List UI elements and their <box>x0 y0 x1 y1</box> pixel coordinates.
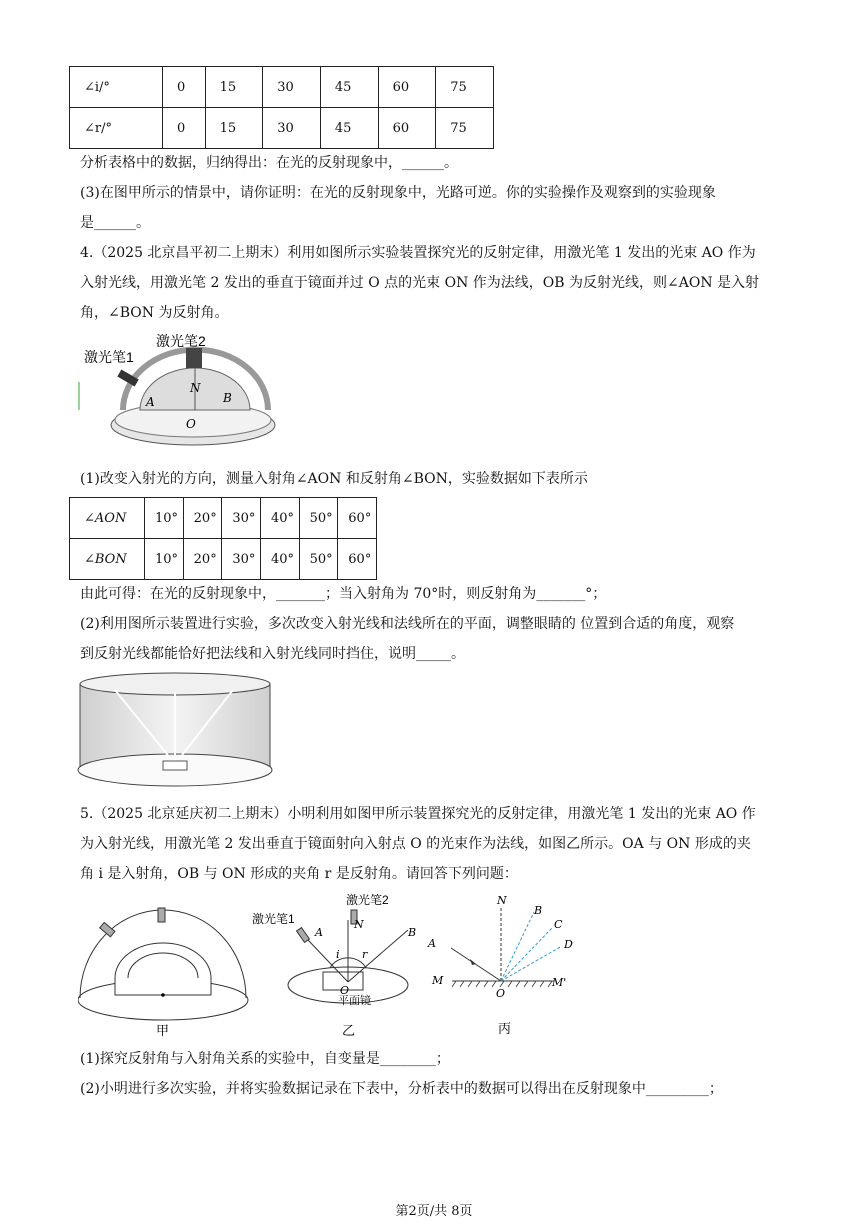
laser1-label: 激光笔1 <box>84 349 134 365</box>
table-cell: 45 <box>320 108 378 149</box>
text-line: 入射光线，用激光笔 2 发出的垂直于镜面并过 O 点的光束 ON 作为法线，OB 为反射光线，则∠AON 是入射 <box>80 275 760 291</box>
point-A-label: A <box>315 926 323 939</box>
point-M-label: M <box>432 974 444 987</box>
mirror-label: 平面镜 <box>338 995 371 1007</box>
diagram-jia <box>78 908 248 1039</box>
point-O-label: O <box>340 984 350 997</box>
text-line: 分析表格中的数据，归纳得出：在光的反射现象中，______。 <box>80 155 458 171</box>
caption-yi: 乙 <box>342 1024 356 1039</box>
point-A-label: A <box>146 395 155 409</box>
table-row <box>70 498 377 539</box>
laser-apparatus-figure <box>78 330 288 450</box>
point-B-label: B <box>408 926 417 939</box>
point-B-label: B <box>534 904 543 917</box>
table-angles-ir <box>69 66 494 149</box>
question-5-title: 5.（2025 北京延庆初二上期末）小明利用如图甲所示装置探究光的反射定律，用激光笔 1 发出的光束 AO 作 <box>80 806 756 822</box>
caption-bing: 丙 <box>498 1022 512 1037</box>
text-line: 角 i 是入射角，OB 与 ON 形成的夹角 r 是反射角。请回答下列问题： <box>80 866 518 882</box>
table-angles-aon-bon <box>69 497 377 580</box>
table-cell: 50° <box>299 498 338 539</box>
text-line: (2)利用图所示装置进行实验，多次改变入射光线和法线所在的平面，调整眼睛的 位置到合适的角度，观察 <box>80 616 735 632</box>
text-line: (1)探究反射角与入射角关系的实验中，自变量是________； <box>80 1051 450 1067</box>
page-footer: 第2页/共 8页 <box>395 1204 473 1219</box>
table-cell: 0 <box>163 108 206 149</box>
diagram-bing <box>427 894 573 1037</box>
text-line: 是______。 <box>80 215 150 231</box>
point-N-label: N <box>354 918 364 931</box>
table-cell: 40° <box>260 498 299 539</box>
table-row <box>70 539 377 580</box>
point-O-label: O <box>186 417 196 431</box>
table-cell: 30 <box>263 67 321 108</box>
table-cell: 60 <box>378 67 436 108</box>
table-cell: 60° <box>338 498 377 539</box>
text-line: 到反射光线都能恰好把法线和入射光线同时挡住，说明_____。 <box>80 646 465 662</box>
table-cell: 30 <box>263 108 321 149</box>
table-cell: 10° <box>145 539 184 580</box>
table-cell: ∠BON <box>70 539 145 580</box>
point-B-label: B <box>223 391 232 405</box>
table-cell: 60 <box>378 108 436 149</box>
cylinder-figure <box>75 670 275 792</box>
table-cell: 75 <box>436 108 494 149</box>
table-cell: 30° <box>222 539 261 580</box>
text-line: 由此可得：在光的反射现象中，_______；当入射角为 70°时，则反射角为_______°； <box>80 586 607 602</box>
text-line: (1)改变入射光的方向，测量入射角∠AON 和反射角∠BON，实验数据如下表所示 <box>80 471 588 487</box>
table-row <box>70 108 494 149</box>
table-cell: ∠AON <box>70 498 145 539</box>
table-cell: 50° <box>299 539 338 580</box>
caption-jia: 甲 <box>156 1024 170 1039</box>
table-cell: 60° <box>338 539 377 580</box>
table-cell: 0 <box>163 67 206 108</box>
laser2-label: 激光笔2 <box>156 333 206 349</box>
point-O-label: O <box>496 987 506 1000</box>
table-cell: ∠i/° <box>70 67 163 108</box>
table-cell: 40° <box>260 539 299 580</box>
angle-i-label: i <box>336 948 340 961</box>
table-cell: 10° <box>145 498 184 539</box>
table-cell: 20° <box>183 539 222 580</box>
text-line: 角，∠BON 为反射角。 <box>80 305 229 321</box>
reflection-diagrams <box>78 890 598 1040</box>
question-4-title: 4.（2025 北京昌平初二上期末）利用如图所示实验装置探究光的反射定律，用激光笔 1 发出的光束 AO 作为 <box>80 245 756 261</box>
text-line: (3)在图甲所示的情景中，请你证明：在光的反射现象中，光路可逆。你的实验操作及观察到的实验现象 <box>80 185 716 201</box>
table-cell: 30° <box>222 498 261 539</box>
table-cell: 75 <box>436 67 494 108</box>
point-C-label: C <box>554 918 563 931</box>
diagram-yi <box>252 892 416 1039</box>
text-line: 为入射光线，用激光笔 2 发出垂直于镜面射向入射点 O 的光束作为法线，如图乙所示。OA 与 ON 形成的夹 <box>80 836 751 852</box>
point-M-prime-label: M' <box>552 976 567 989</box>
point-N-label: N <box>497 894 507 907</box>
table-cell: 15 <box>205 67 263 108</box>
point-N-label: N <box>190 381 201 395</box>
table-cell: 15 <box>205 108 263 149</box>
table-row <box>70 67 494 108</box>
table-cell: ∠r/° <box>70 108 163 149</box>
laser2-label-yi: 激光笔2 <box>346 893 389 907</box>
text-line: (2)小明进行多次实验，并将实验数据记录在下表中，分析表中的数据可以得出在反射现象中_________； <box>80 1081 723 1097</box>
point-A-label: A <box>428 937 436 950</box>
table-cell: 45 <box>320 67 378 108</box>
point-D-label: D <box>564 938 573 951</box>
laser1-label-yi: 激光笔1 <box>252 912 295 926</box>
angle-r-label: r <box>362 948 368 961</box>
table-cell: 20° <box>183 498 222 539</box>
